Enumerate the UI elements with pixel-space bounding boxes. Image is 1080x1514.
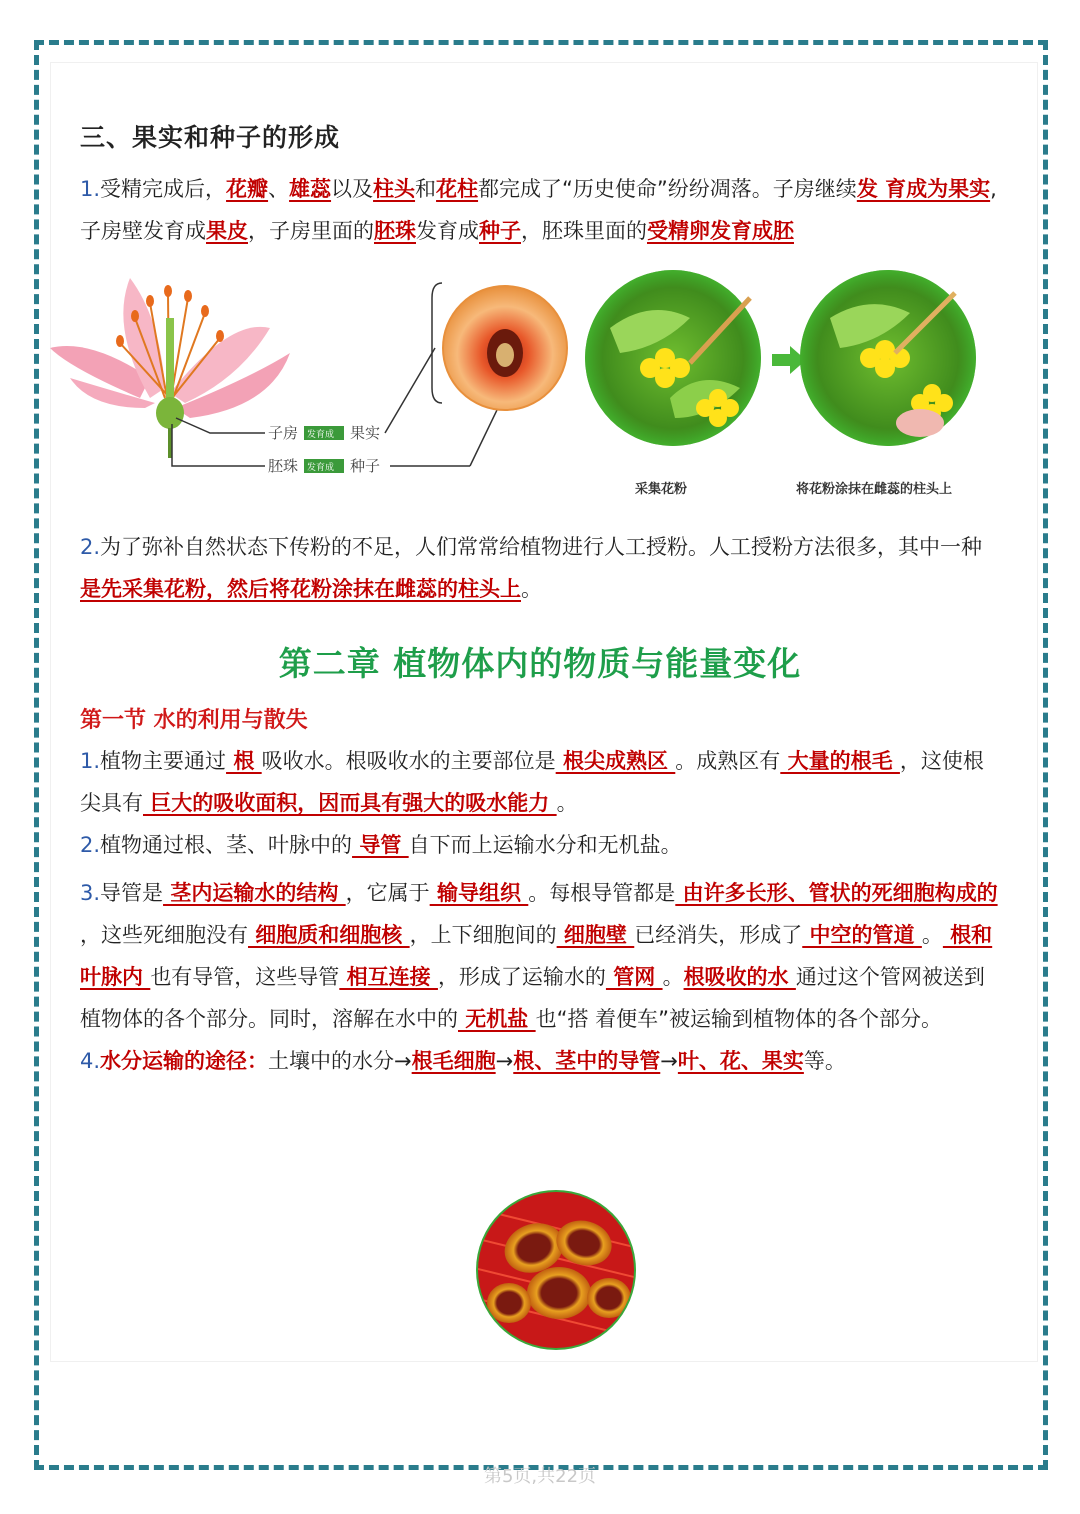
text: 已经消失，形成了 — [634, 923, 803, 947]
text: 通过这个管网被送到植物体的各个部分。同时，溶解在水中的 — [80, 965, 985, 1031]
keyword: 花柱 — [436, 177, 479, 201]
keyword: 无机盐 — [458, 1007, 536, 1031]
paragraph-vessel-structure — [80, 872, 1000, 1040]
arrow-label: 发育成 — [307, 430, 335, 440]
keyword: 发 育成为果实 — [856, 177, 991, 201]
keyword: 花瓣 — [226, 177, 269, 201]
text: 。 — [662, 965, 684, 989]
peach-cross-section — [443, 286, 567, 410]
keyword: 根、茎中的导管 — [513, 1049, 661, 1073]
text: 等。 — [803, 1049, 846, 1073]
text: 受精完成后， — [100, 177, 227, 201]
keyword: 导管 — [352, 833, 409, 857]
keyword: 根毛细胞 — [411, 1049, 496, 1073]
text: → — [660, 1049, 678, 1073]
text: 也有导管，这些导管 — [150, 965, 340, 989]
vessel-cells-image — [474, 1188, 638, 1352]
text: 为了弥补自然状态下传粉的不足，人们常常给植物进行人工授粉。人工授粉方法很多，其中一种 — [100, 535, 983, 559]
paragraph-artificial-pollination — [80, 526, 1000, 610]
section-title: 第一节 水的利用与散失 — [80, 708, 308, 733]
label-ovary: 子房 — [268, 424, 299, 442]
figure-illustration — [50, 258, 1000, 508]
keyword: 根尖成熟区 — [555, 749, 676, 773]
photo-apply-pollen — [796, 270, 976, 497]
keyword: 是先采集花粉，然后将花粉涂抹在雌蕊的柱头上 — [80, 577, 521, 601]
keyword: 细胞壁 — [556, 923, 635, 947]
keyword: 受精卵发育成胚 — [647, 219, 794, 243]
text: 。 — [921, 923, 943, 947]
lead-label: 水分运输的途径： — [100, 1049, 269, 1073]
keyword: 种子 — [479, 219, 521, 243]
paragraph-fertilization — [80, 168, 1000, 252]
item-number: 1. — [80, 177, 101, 201]
keyword: 根 — [226, 749, 262, 773]
label-ovule: 胚珠 — [268, 457, 299, 475]
text: ，这使根尖具有 — [80, 749, 984, 815]
keyword: 细胞质和细胞核 — [248, 923, 410, 947]
fruit-formation-figure — [50, 258, 1000, 508]
paragraph-root-absorption — [80, 740, 1000, 824]
keyword: 柱头 — [373, 177, 416, 201]
text: 和 — [415, 177, 437, 201]
text: 。每根导管都是 — [528, 881, 676, 905]
text: 吸收水。根吸收水的主要部位是 — [261, 749, 556, 773]
text: ，它属于 — [345, 881, 430, 905]
text: 。 — [556, 791, 578, 815]
page-footer: 第5页,共22页 — [483, 1466, 597, 1487]
keyword: 中空的管道 — [802, 923, 922, 947]
keyword: 相互连接 — [339, 965, 438, 989]
arrow-label: 发育成 — [307, 463, 335, 473]
text: 植物主要通过 — [100, 749, 227, 773]
keyword: 由许多长形、管状的死细胞构成的 — [675, 881, 998, 905]
text: ，这些死细胞没有 — [80, 923, 248, 947]
keyword: 管网 — [605, 965, 663, 989]
text: 发育成 — [416, 219, 479, 243]
chapter-title: 第二章 植物体内的物质与能量变化 — [278, 644, 802, 683]
text: ，上下细胞间的 — [409, 923, 557, 947]
flower-diagram — [50, 278, 290, 466]
caption-collect-pollen: 采集花粉 — [635, 482, 688, 497]
page-content — [80, 118, 1000, 1082]
keyword: 巨大的吸收面积，因而具有强大的吸水能力 — [143, 791, 557, 815]
text: 都完成了“历史使命”纷纷凋落。子房继续 — [478, 177, 857, 201]
keyword: 大量的根毛 — [780, 749, 900, 773]
paragraph-vessel-transport — [80, 824, 1000, 866]
label-seed: 种子 — [350, 457, 381, 475]
item-number: 1. — [80, 749, 101, 773]
caption-apply-pollen: 将花粉涂抹在雌蕊的柱头上 — [796, 482, 953, 497]
keyword: 叶、花、果实 — [677, 1049, 804, 1073]
text: 。 — [521, 577, 542, 601]
text: 、 — [268, 177, 290, 201]
text: 以及 — [331, 177, 374, 201]
item-number: 4. — [80, 1049, 101, 1073]
section-heading: 三、果实和种子的形成 — [80, 123, 341, 152]
item-number: 2. — [80, 535, 101, 559]
keyword: 根吸收的水 — [683, 965, 796, 989]
label-fruit: 果实 — [350, 424, 381, 442]
item-number: 2. — [80, 833, 101, 857]
keyword: 果皮 — [206, 219, 248, 243]
paragraph-water-path — [80, 1040, 1000, 1082]
text: 自下而上运输水分和无机盐。 — [408, 833, 682, 857]
text: → — [495, 1049, 514, 1073]
text: ，子房里面的 — [248, 219, 374, 243]
keyword: 胚珠 — [374, 219, 416, 243]
text: 土壤中的水分→ — [268, 1049, 412, 1073]
keyword: 根和叶脉内 — [80, 923, 993, 989]
item-number: 3. — [80, 881, 101, 905]
text: 也“搭 着便车”被运输到植物体的各个部分。 — [535, 1007, 943, 1031]
text: 导管是 — [100, 881, 164, 905]
text: 植物通过根、茎、叶脉中的 — [100, 833, 353, 857]
text: ，胚珠里面的 — [521, 219, 647, 243]
keyword: 输导组织 — [429, 881, 529, 905]
keyword: 茎内运输水的结构 — [163, 881, 346, 905]
text: 。成熟区有 — [675, 749, 781, 773]
photo-collect-pollen — [585, 270, 761, 497]
text: ，形成了运输水的 — [437, 965, 606, 989]
keyword: 雄蕊 — [289, 177, 332, 201]
text: ,子房壁发育成 — [80, 177, 997, 243]
